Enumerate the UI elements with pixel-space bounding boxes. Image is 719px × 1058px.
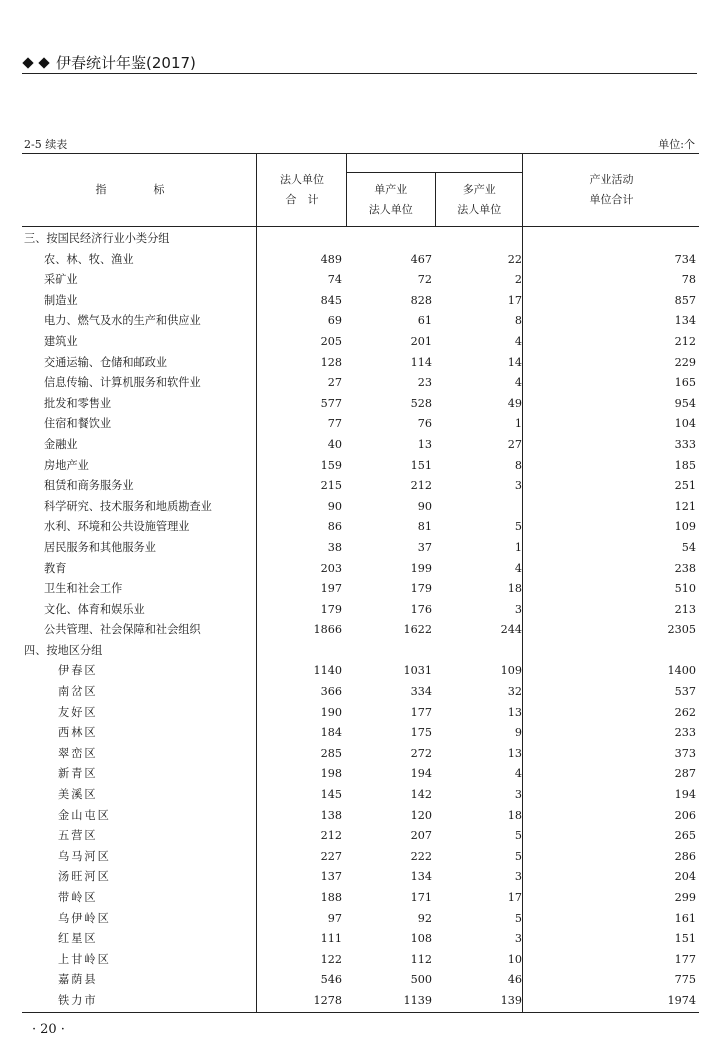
- row-label: 乌伊岭区: [58, 911, 111, 925]
- cell-legal-total: 86: [327, 520, 342, 534]
- row-label: 南岔区: [58, 685, 98, 699]
- row-label: 带岭区: [58, 891, 98, 904]
- cell-multi: 8: [514, 458, 522, 472]
- col-header-activity: 产业活动 单位合计: [522, 154, 700, 226]
- cell-legal-total: 90: [327, 499, 342, 513]
- cell-single: 179: [410, 582, 432, 596]
- cell-single: 467: [410, 252, 432, 266]
- table-caption: 2-5 续表: [24, 138, 68, 151]
- row-label: 居民服务和其他服务业: [44, 540, 156, 554]
- cell-single: 92: [417, 911, 432, 925]
- row-label: 水利、环境和公共设施管理业: [44, 520, 190, 534]
- cell-single: 222: [410, 849, 432, 863]
- col-header-legal-total-label: 法人单位 合 计: [280, 173, 324, 206]
- table-row: [22, 373, 699, 394]
- cell-multi: 244: [500, 623, 522, 637]
- cell-activity: 104: [674, 417, 696, 431]
- cell-legal-total: 159: [320, 458, 342, 472]
- unit-note: 单位:个: [658, 138, 695, 151]
- row-label: 上甘岭区: [58, 952, 111, 966]
- row-label: 农、林、牧、渔业: [44, 252, 134, 266]
- table-header: [22, 154, 699, 227]
- table-row: [22, 559, 699, 580]
- table-row: [22, 435, 699, 456]
- cell-legal-total: 1278: [313, 993, 342, 1007]
- cell-multi: 18: [507, 582, 522, 596]
- cell-multi: 4: [514, 376, 522, 390]
- table-row: [22, 250, 699, 271]
- row-label: 汤旺河区: [58, 870, 111, 884]
- table-row: [22, 600, 699, 621]
- section-title: 三、按国民经济行业小类分组: [24, 232, 170, 245]
- cell-activity: 54: [681, 540, 696, 554]
- section-heading: [22, 229, 699, 250]
- cell-multi: 1: [514, 540, 522, 554]
- cell-single: 151: [410, 458, 432, 472]
- row-label: 新青区: [58, 767, 98, 781]
- cell-single: 61: [417, 314, 432, 328]
- row-label: 采矿业: [44, 273, 78, 287]
- cell-activity: 204: [674, 870, 696, 884]
- cell-activity: 1974: [667, 993, 696, 1007]
- cell-legal-total: 489: [320, 252, 342, 266]
- cell-single: 212: [410, 479, 432, 493]
- table-row: [22, 414, 699, 435]
- cell-single: 207: [410, 829, 432, 843]
- cell-single: 90: [417, 499, 432, 513]
- table-row: [22, 332, 699, 353]
- cell-multi: 46: [507, 973, 522, 987]
- cell-legal-total: 145: [320, 788, 342, 802]
- table-row: [22, 806, 699, 827]
- col-header-multi: 多产业 法人单位: [435, 173, 524, 226]
- cell-single: 112: [410, 952, 432, 966]
- cell-activity: 206: [674, 808, 696, 822]
- cell-legal-total: 215: [320, 479, 342, 493]
- table-row: [22, 538, 699, 559]
- cell-multi: 27: [507, 437, 522, 451]
- cell-multi: 18: [507, 808, 522, 822]
- cell-legal-total: 1140: [313, 664, 342, 678]
- cell-multi: 17: [507, 293, 522, 307]
- cell-activity: 287: [674, 767, 696, 781]
- table-row: [22, 270, 699, 291]
- cell-legal-total: 1866: [313, 623, 342, 637]
- cell-legal-total: 38: [327, 540, 342, 554]
- cell-activity: 238: [674, 561, 696, 575]
- diamond-icon: [22, 57, 33, 68]
- cell-single: 828: [410, 293, 432, 307]
- cell-activity: 194: [674, 788, 696, 802]
- table-row: [22, 620, 699, 641]
- cell-multi: 4: [514, 767, 522, 781]
- cell-legal-total: 27: [327, 376, 342, 390]
- row-label: 西林区: [58, 726, 98, 740]
- table-row: [22, 661, 699, 682]
- table-row: [22, 353, 699, 374]
- col-divider: [522, 225, 523, 1013]
- cell-activity: 537: [674, 685, 696, 699]
- cell-single: 120: [410, 808, 432, 822]
- table-row: [22, 497, 699, 518]
- cell-single: 72: [417, 273, 432, 287]
- cell-legal-total: 212: [320, 829, 342, 843]
- table-row: [22, 847, 699, 868]
- table-bottom-rule: [22, 1012, 699, 1013]
- table-row: [22, 723, 699, 744]
- running-head: [24, 52, 196, 73]
- cell-single: 201: [410, 334, 432, 348]
- cell-multi: 22: [507, 252, 522, 266]
- row-label: 教育: [44, 561, 67, 575]
- section-title: 四、按地区分组: [24, 643, 103, 657]
- row-label: 伊春区: [58, 664, 98, 678]
- table-row: [22, 950, 699, 971]
- cell-legal-total: 179: [320, 602, 342, 616]
- cell-legal-total: 188: [320, 891, 342, 904]
- col-divider: [256, 225, 257, 1013]
- row-label: 信息传输、计算机服务和软件业: [44, 376, 201, 390]
- cell-legal-total: 137: [320, 870, 342, 884]
- statistics-table: [22, 153, 699, 1013]
- yearbook-title: 伊春统计年鉴(2017): [56, 54, 196, 72]
- header-rule: [22, 73, 697, 74]
- cell-activity: 161: [674, 911, 696, 925]
- row-label: 卫生和社会工作: [44, 582, 123, 596]
- cell-legal-total: 122: [320, 952, 342, 966]
- row-label: 批发和零售业: [44, 396, 112, 410]
- cell-multi: 3: [514, 602, 522, 616]
- cell-activity: 213: [674, 602, 696, 616]
- row-label: 乌马河区: [58, 849, 111, 863]
- cell-activity: 233: [674, 726, 696, 740]
- cell-multi: 49: [507, 396, 522, 410]
- table-row: [22, 579, 699, 600]
- cell-single: 199: [410, 561, 432, 575]
- diamond-icon: [38, 57, 49, 68]
- row-label: 金融业: [44, 437, 78, 451]
- cell-multi: 32: [507, 685, 522, 699]
- cell-activity: 265: [674, 829, 696, 843]
- cell-activity: 134: [674, 314, 696, 328]
- cell-multi: 4: [514, 334, 522, 348]
- cell-single: 114: [410, 355, 432, 369]
- row-label: 房地产业: [44, 458, 89, 472]
- row-label: 金山屯区: [58, 808, 111, 822]
- table-row: [22, 682, 699, 703]
- cell-legal-total: 205: [320, 334, 342, 348]
- row-label: 五营区: [58, 829, 98, 843]
- cell-multi: 13: [507, 746, 522, 760]
- row-label: 制造业: [44, 293, 78, 307]
- cell-multi: 2: [514, 273, 522, 287]
- table-row: [22, 764, 699, 785]
- cell-multi: 3: [514, 870, 522, 884]
- cell-single: 76: [417, 417, 432, 431]
- row-label: 公共管理、社会保障和社会组织: [44, 623, 201, 637]
- col-header-single: 单产业 法人单位: [368, 182, 413, 216]
- cell-legal-total: 197: [320, 582, 342, 596]
- table-row: [22, 744, 699, 765]
- row-label: 建筑业: [44, 334, 78, 348]
- cell-single: 23: [417, 376, 432, 390]
- section-heading: [22, 641, 699, 662]
- cell-single: 81: [417, 520, 432, 534]
- page-number: · 20 ·: [32, 1022, 65, 1037]
- row-label: 住宿和餐饮业: [44, 417, 112, 431]
- cell-activity: 251: [674, 479, 696, 493]
- cell-single: 194: [410, 767, 432, 781]
- table-body: [22, 227, 699, 1012]
- cell-multi: 5: [514, 520, 522, 534]
- cell-single: 134: [410, 870, 432, 884]
- cell-single: 177: [410, 705, 432, 719]
- cell-multi: 10: [507, 952, 522, 966]
- cell-legal-total: 77: [327, 417, 342, 431]
- cell-legal-total: 97: [327, 911, 342, 925]
- table-row: [22, 456, 699, 477]
- row-label: 租赁和商务服务业: [44, 479, 134, 493]
- page-number-value: 20: [40, 1022, 57, 1037]
- cell-activity: 121: [674, 499, 696, 513]
- cell-single: 1139: [403, 993, 432, 1007]
- cell-activity: 954: [674, 396, 696, 410]
- cell-single: 1622: [403, 623, 432, 637]
- cell-multi: 3: [514, 788, 522, 802]
- table-row: [22, 888, 699, 909]
- cell-legal-total: 366: [320, 685, 342, 699]
- col-header-indicator: 指 标: [95, 183, 183, 196]
- cell-single: 171: [410, 891, 432, 904]
- table-row: [22, 970, 699, 991]
- cell-legal-total: 203: [320, 561, 342, 575]
- cell-multi: 5: [514, 849, 522, 863]
- cell-legal-total: 138: [320, 808, 342, 822]
- cell-multi: 9: [514, 726, 522, 740]
- cell-legal-total: 845: [320, 293, 342, 307]
- cell-multi: 3: [514, 932, 522, 946]
- table-row: [22, 826, 699, 847]
- row-label: 文化、体育和娱乐业: [44, 602, 145, 616]
- cell-legal-total: 40: [327, 437, 342, 451]
- cell-legal-total: 577: [320, 396, 342, 410]
- cell-activity: 165: [674, 376, 696, 390]
- cell-activity: 1400: [667, 664, 696, 678]
- cell-multi: 13: [507, 705, 522, 719]
- cell-activity: 177: [674, 952, 696, 966]
- cell-multi: 8: [514, 314, 522, 328]
- cell-legal-total: 227: [320, 849, 342, 863]
- cell-multi: 139: [500, 993, 522, 1007]
- col-header-legal-total: [256, 154, 347, 226]
- cell-legal-total: 198: [320, 767, 342, 781]
- subgroup-box: [347, 172, 523, 226]
- table-row: [22, 311, 699, 332]
- table-row: [22, 991, 699, 1012]
- cell-legal-total: 546: [320, 973, 342, 987]
- cell-single: 13: [417, 437, 432, 451]
- cell-activity: 109: [674, 520, 696, 534]
- cell-activity: 78: [681, 273, 696, 287]
- table-row: [22, 517, 699, 538]
- table-row: [22, 929, 699, 950]
- table-row: [22, 291, 699, 312]
- cell-activity: 262: [674, 705, 696, 719]
- cell-multi: 5: [514, 829, 522, 843]
- cell-activity: 212: [674, 334, 696, 348]
- table-row: [22, 703, 699, 724]
- row-label: 电力、燃气及水的生产和供应业: [44, 314, 201, 328]
- cell-legal-total: 285: [320, 746, 342, 760]
- cell-legal-total: 128: [320, 355, 342, 369]
- cell-activity: 857: [674, 293, 696, 307]
- cell-activity: 151: [674, 932, 696, 946]
- row-label: 交通运输、仓储和邮政业: [44, 355, 168, 369]
- cell-single: 175: [410, 726, 432, 740]
- cell-single: 1031: [403, 664, 432, 678]
- cell-single: 528: [410, 396, 432, 410]
- cell-activity: 333: [674, 437, 696, 451]
- cell-activity: 299: [674, 891, 696, 904]
- row-label: 科学研究、技术服务和地质勘查业: [44, 499, 212, 513]
- cell-single: 37: [417, 540, 432, 554]
- table-row: [22, 785, 699, 806]
- table-row: [22, 394, 699, 415]
- cell-single: 108: [410, 932, 432, 946]
- row-label: 美溪区: [58, 788, 98, 802]
- cell-activity: 775: [674, 973, 696, 987]
- cell-multi: 3: [514, 479, 522, 493]
- cell-activity: 286: [674, 849, 696, 863]
- cell-legal-total: 69: [327, 314, 342, 328]
- row-label: 翠峦区: [58, 746, 98, 760]
- cell-single: 334: [410, 685, 432, 699]
- cell-multi: 109: [500, 664, 522, 678]
- cell-multi: 5: [514, 911, 522, 925]
- row-label: 铁力市: [58, 993, 98, 1007]
- cell-multi: 4: [514, 561, 522, 575]
- cell-legal-total: 74: [327, 273, 342, 287]
- cell-activity: 510: [674, 582, 696, 596]
- cell-activity: 2305: [667, 623, 696, 637]
- cell-single: 272: [410, 746, 432, 760]
- cell-activity: 185: [674, 458, 696, 472]
- cell-legal-total: 111: [320, 932, 342, 946]
- cell-activity: 373: [674, 746, 696, 760]
- row-label: 友好区: [58, 705, 98, 719]
- row-label: 红星区: [58, 932, 98, 946]
- cell-single: 176: [410, 602, 432, 616]
- table-row: [22, 867, 699, 888]
- cell-multi: 17: [507, 891, 522, 904]
- cell-single: 142: [410, 788, 432, 802]
- cell-legal-total: 184: [320, 726, 342, 740]
- cell-multi: 14: [507, 355, 522, 369]
- cell-single: 500: [410, 973, 432, 987]
- cell-activity: 229: [674, 355, 696, 369]
- table-row: [22, 476, 699, 497]
- cell-activity: 734: [674, 252, 696, 266]
- cell-legal-total: 190: [320, 705, 342, 719]
- col-header-subgroup: [346, 154, 523, 226]
- cell-multi: 1: [514, 417, 522, 431]
- table-row: [22, 909, 699, 930]
- row-label: 嘉荫县: [58, 973, 98, 987]
